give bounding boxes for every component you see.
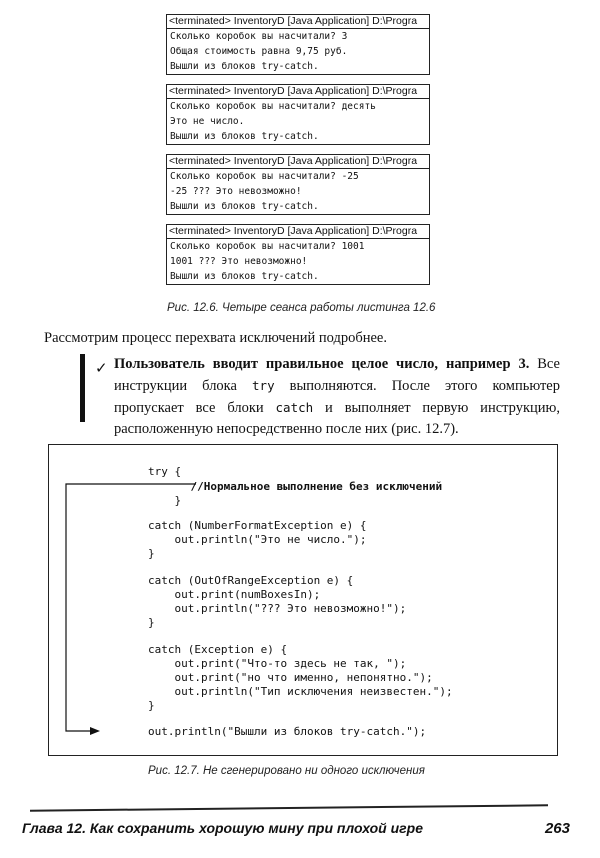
checkmark-icon: ✓ — [95, 359, 108, 377]
chapter-title: Глава 12. Как сохранить хорошую мину при плохой игре — [22, 820, 423, 836]
code-line: } — [148, 616, 155, 629]
code-line: out.println("Вышли из блоков try-catch."); — [148, 725, 427, 738]
console-line: Сколько коробок вы насчитали? 1001 — [170, 241, 365, 252]
console-line: Общая стоимость равна 9,75 руб. — [170, 46, 348, 57]
code-line: catch (NumberFormatException e) { — [148, 519, 367, 532]
code-line: catch (OutOfRangeException e) { — [148, 574, 354, 587]
console-window-4 — [166, 224, 430, 285]
code-comment-line: //Нормальное выполнение без исключений — [164, 480, 443, 493]
console-line: Сколько коробок вы насчитали? 3 — [170, 31, 348, 42]
console-line: Вышли из блоков try-catch. — [170, 131, 319, 142]
console-line: 1001 ??? Это невозможно! — [170, 256, 308, 267]
figure-12-6-caption: Рис. 12.6. Четыре сеанса работы листинга 12.6 — [167, 302, 436, 314]
bullet-paragraph — [114, 354, 560, 440]
footer-divider — [30, 804, 548, 811]
code-line: } — [148, 547, 155, 560]
console-header: <terminated> InventoryD [Java Application] D:\Progra — [167, 225, 429, 239]
console-line: Вышли из блоков try-catch. — [170, 201, 319, 212]
console-window-3 — [166, 154, 430, 215]
inline-code-catch: catch — [275, 400, 314, 415]
console-window-2 — [166, 84, 430, 145]
code-line: } — [148, 699, 155, 712]
code-line: out.print("но что именно, непонятно."); — [148, 671, 433, 684]
bullet-marker-bar — [80, 354, 85, 422]
figure-12-7-caption: Рис. 12.7. Не сгенерировано ни одного исключения — [148, 765, 425, 777]
console-line: Сколько коробок вы насчитали? десять — [170, 101, 376, 112]
console-line: Это не число. — [170, 116, 245, 127]
code-line: out.println("??? Это невозможно!"); — [148, 602, 407, 615]
console-line: Сколько коробок вы насчитали? -25 — [170, 171, 359, 182]
page-number: 263 — [544, 820, 570, 837]
bullet-lead: Пользователь вводит правильное целое число, например 3. — [114, 356, 530, 372]
console-line: -25 ??? Это невозможно! — [170, 186, 302, 197]
bullet-text-2: выполняются. После этого компьютер пропускает все блоки — [114, 378, 560, 416]
inline-code-try: try — [252, 378, 275, 393]
code-line: out.print("Что-то здесь не так, "); — [148, 657, 407, 670]
console-line: Вышли из блоков try-catch. — [170, 271, 319, 282]
intro-paragraph: Рассмотрим процесс перехвата исключений подробнее. — [44, 330, 387, 346]
code-line: out.println("Тип исключения неизвестен."); — [148, 685, 453, 698]
code-line: out.println("Это не число."); — [148, 533, 367, 546]
console-header: <terminated> InventoryD [Java Application] D:\Progra — [167, 155, 429, 169]
code-line: out.print(numBoxesIn); — [148, 588, 321, 601]
console-header: <terminated> InventoryD [Java Application] D:\Progra — [167, 15, 429, 29]
console-window-1 — [166, 14, 430, 75]
bullet-text-3: и выполняет первую инструкцию, расположенную непосредственно после них (рис. 12.7). — [114, 400, 560, 437]
bullet-text-1: Все инструкции блока — [114, 356, 560, 394]
console-line: Вышли из блоков try-catch. — [170, 61, 319, 72]
code-line: try { — [148, 465, 182, 478]
code-line: catch (Exception e) { — [148, 643, 288, 656]
code-line: } — [148, 494, 182, 507]
console-header: <terminated> InventoryD [Java Application] D:\Progra — [167, 85, 429, 99]
